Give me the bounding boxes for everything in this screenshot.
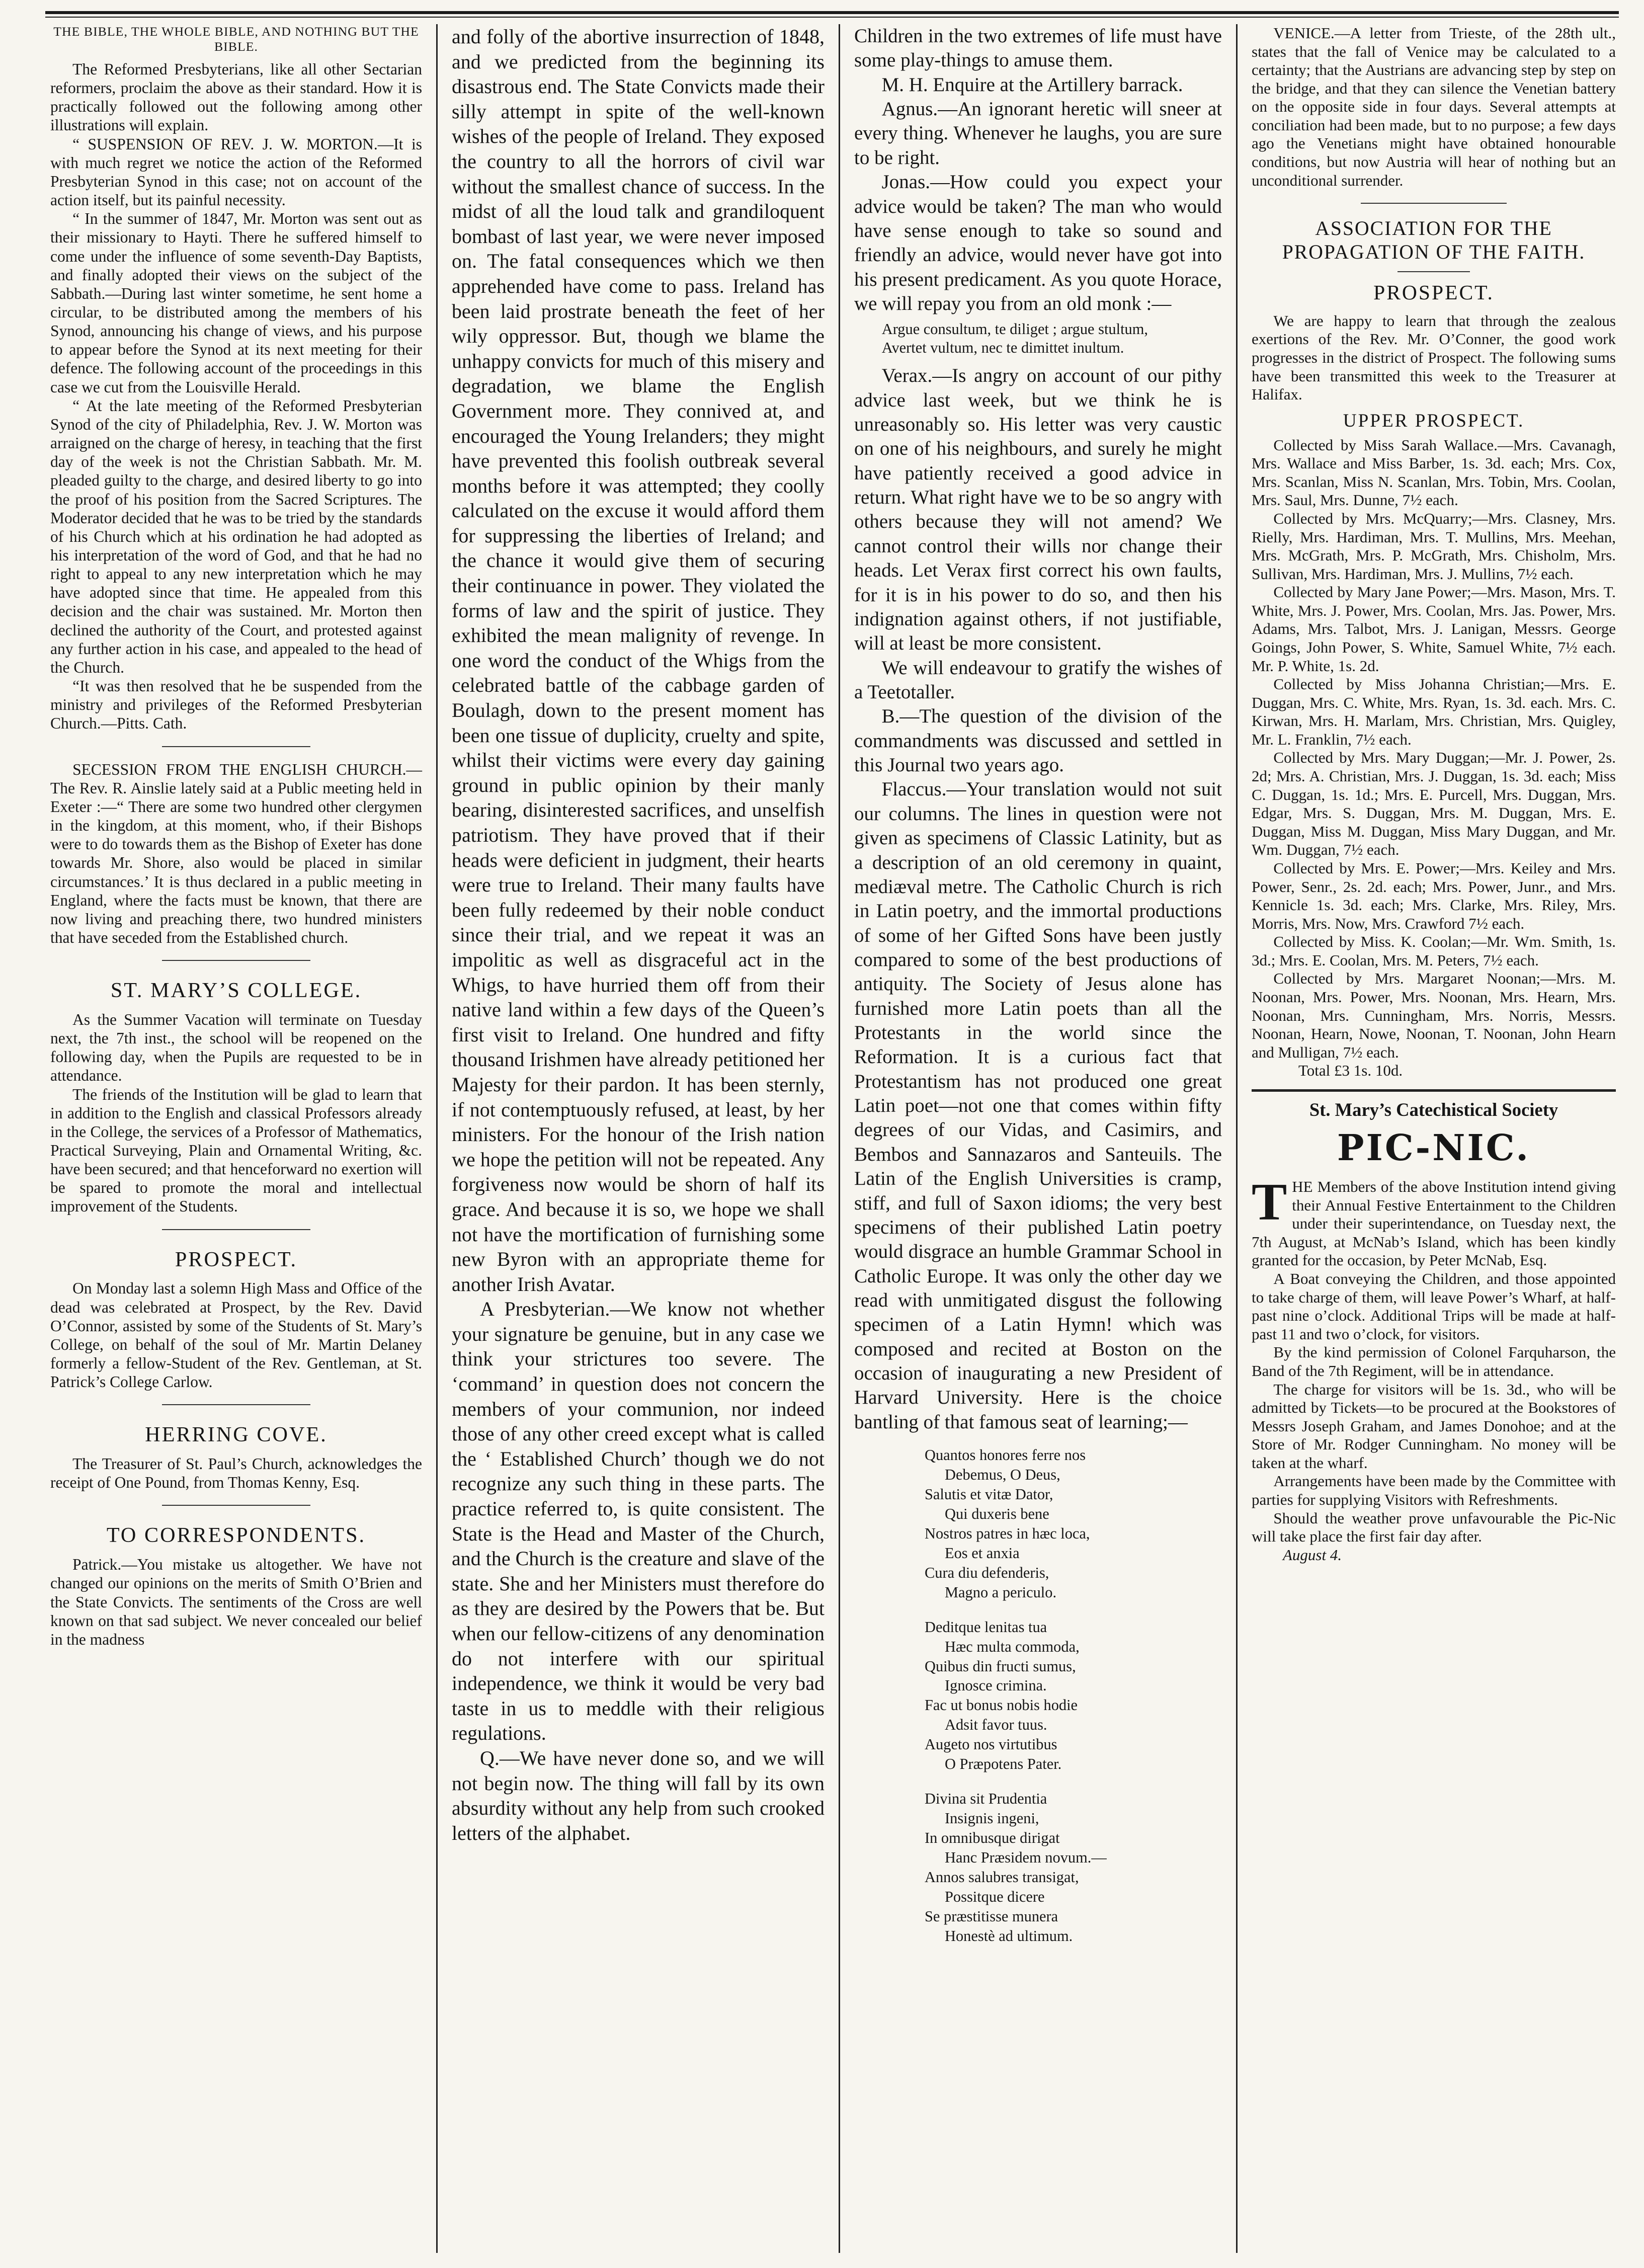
hymn-stanza — [925, 1445, 1222, 1602]
collection-item: Collected by Mary Jane Power;—Mrs. Mason, Mrs. T. White, Mrs. J. Power, Mrs. Coolan, Mrs. Jas. Power, Mrs. Adams, Mrs. Talbot, Mrs. J. Lanigan, Messrs. George Goings, John Power, S. White, Samuel White, 7½ each. Mr. P. White, 1s. 2d. — [1252, 583, 1616, 675]
columns — [45, 24, 1619, 2253]
paragraph: B.—The question of the division of the commandments was discussed and settled in this Journal two years ago. — [854, 705, 1222, 776]
collection-item: Collected by Mrs. Margaret Noonan;—Mrs. M. Noonan, Mrs. Power, Mrs. Noonan, Mrs. Hearn, Mrs. Noonan, Mrs. Cunningham, Mrs. Norris, Messrs. Noonan, Hearn, Nowe, Noonan, T. Noonan, John Hearn and Mulligan, 7½ each. — [1252, 969, 1616, 1061]
hymn-line: Debemus, O Deus, — [945, 1466, 1060, 1484]
herring-cove-heading: HERRING COVE. — [145, 1423, 327, 1447]
hymn-line: O Præpotens Pater. — [945, 1755, 1062, 1773]
paragraph: As the Summer Vacation will terminate on Tuesday next, the 7th inst., the school will be reopened on the following day, when the Pupils are requested to be in attendance. — [50, 1010, 422, 1085]
paragraph: Agnus.—An ignorant heretic will sneer at every thing. Whenever he laughs, you are sure to be right. — [854, 98, 1222, 169]
ad-paragraph-text: HE Members of the above Institution intend giving their Annual Festive Entertainment to the Children under their superintendance, on Tuesday next, the 7th August, at McNab’s Island, which has been kindly granted for the occasion, by Peter McNab, Esq. — [1252, 1178, 1616, 1269]
hymn-line: Quantos honores ferre nos — [925, 1446, 1086, 1464]
paragraph: M. H. Enquire at the Artillery barrack. — [881, 73, 1183, 96]
collection-item: Collected by Mrs. Mary Duggan;—Mr. J. Power, 2s. 2d; Mrs. A. Christian, Mrs. J. Duggan, 1s. 3d. each; Miss C. Duggan, 1s. 1d.; Mrs. E. Purcell, Mrs. Duggan, Mrs. Edgar, Mrs. S. Duggan, Mrs. M. Duggan, Mrs. E. Duggan, Miss M. Duggan, Miss Mary Duggan, and Mr. Wm. Duggan, 7½ each. — [1252, 749, 1616, 859]
collection-item: Collected by Mrs. McQuarry;—Mrs. Clasney, Mrs. Rielly, Mrs. Hardiman, Mrs. T. Mullins, Mrs. Meehan, Mrs. McGrath, Mrs. P. McGrath, Mrs. Chisholm, Mrs. Sullivan, Mrs. Hardiman, Mrs. J. Mullins, 7½ each. — [1252, 509, 1616, 583]
hymn-line: Possitque dicere — [945, 1888, 1045, 1905]
paragraph: A Presbyterian.—We know not whether your signature be genuine, but in any case we think your strictures too severe. The ‘command’ in question does not concern the members of your communion, nor indeed those of any other creed except what is called the ‘ Established Church’ though we do not recognize any such thing in these parts. The practice referred to, is quite consistent. The State is the Head and Master of the Church, and the Church is the creature and slave of the state. She and her Ministers must therefore do as they are desired by the Powers that be. But when our fellow-citizens of any denomination do not interfere with our spiritual independence, we think it would be very bad taste in us to meddle with their religious regulations. — [452, 1298, 825, 1745]
hymn-line: Salutis et vitæ Dator, — [925, 1486, 1053, 1503]
ad-paragraph: A Boat conveying the Children, and those appointed to take charge of them, will leave Power’s Wharf, at half-past nine o’clock. Additional Trips will be made at half-past 11 and two o’clock, for visitors. — [1252, 1270, 1616, 1343]
hymn-stanza — [925, 1617, 1222, 1774]
prospect-heading: PROSPECT. — [1373, 280, 1494, 304]
hymn-line: Insignis ingeni, — [945, 1810, 1039, 1827]
paragraph: Children in the two extremes of life must have some play-things to amuse them. — [854, 25, 1222, 71]
hymn-line: Qui duxeris bene — [945, 1505, 1049, 1522]
hymn-line: Hanc Præsidem novum.— — [945, 1848, 1107, 1866]
divider — [162, 1229, 311, 1230]
herring-cove-article: The Treasurer of St. Paul’s Church, acknowledges the receipt of One Pound, from Thomas Kenny, Esq. — [50, 1455, 422, 1492]
hymn-line: Quibus din fructi sumus, — [925, 1657, 1076, 1675]
divider — [162, 746, 311, 747]
collection-item: Collected by Miss Sarah Wallace.—Mrs. Cavanagh, Mrs. Wallace and Miss Barber, 1s. 3d. each; Mrs. Cox, Mrs. Scanlan, Miss N. Scanlan, Mrs. Tobin, Mrs. Coolan, Mrs. Saul, Mrs. Dunne, 7½ each. — [1252, 436, 1616, 509]
hymn-line: Eos et anxia — [945, 1544, 1020, 1562]
paragraph: Flaccus.—Your translation would not suit our columns. The lines in question were not given as specimens of Classic Latinity, but as a description of an old ceremony in quaint, mediæval metre. The Catholic Church is rich in Latin poetry, and the immortal productions of some of her Gifted Sons have been justly compared to some of the best productions of antiquity. The Society of Jesus alone has furnished more Latin poets than all the Protestants in the world since the Reformation. It is a curious fact that Protestantism has not produced one great Latin poet—not one that comes within fifty degrees of our Vidas, and Casimirs, and Bembos and Sannazaros and Santeuils. The Latin of the English Universities is cramp, stiff, and full of Saxon idioms; the very best specimens of their published Latin poetry would disgrace an humble Grammar School in Catholic Europe. It was only the other day we read with unmitigated disgust the following specimen of a Latin Hymn! which was composed and recited at Boston on the occasion of inaugurating a new President of Harvard University. Here is the choice bantling of that famous seat of learning;— — [854, 778, 1222, 1433]
paragraph: Jonas.—How could you expect your advice would be taken? The man who would have sense enough to take so sound and friendly an advice, would never have got into his present predicament. As you quote Horace, we will repay you from an old monk :— — [854, 171, 1222, 314]
column-2 — [438, 24, 840, 2253]
hymn-line: Fac ut bonus nobis hodie — [925, 1696, 1078, 1714]
secession-article: SECESSION FROM THE ENGLISH CHURCH.—The Rev. R. Ainslie lately said at a Public meeting held in Exeter :—“ There are some two hundred other clergymen in the kingdom, at this moment, who, if their Bishops were to do towards them as the Bishop of Exeter has done towards Mr. Shore, also would be placed in similar circumstances.’ It is thus declared in a public meeting in England, where the facts must be known, that there are now living and preaching there, two hundred ministers that have seceded from the Established church. — [50, 760, 422, 946]
prospect-intro: We are happy to learn that through the zealous exertions of the Rev. Mr. O’Conner, the good work progresses in the district of Prospect. The following sums have been transmitted this week to the Treasurer at Halifax. — [1252, 311, 1616, 403]
venice-article: VENICE.—A letter from Trieste, of the 28th ult., states that the fall of Venice may be calculated to a certainty; that the Austrians are advancing step by step on the bridge, and that they can silence the Venetian battery on the opposite side in four days. Several attempts at conciliation had been made, but to no purpose; a few days ago the Venetians might have obtained honourable conditions, but now Austria will hear of nothing but an unconditional surrender. — [1252, 24, 1616, 189]
divider — [1398, 271, 1470, 272]
column-3 — [840, 24, 1238, 2253]
association-heading: ASSOCIATION FOR THE PROPAGATION OF THE FAITH. — [1282, 217, 1586, 264]
ad-paragraph — [1252, 1172, 1616, 1270]
ad-paragraph: Should the weather prove unfavourable the Pic-Nic will take place the first fair day after. — [1252, 1509, 1616, 1546]
ad-paragraph: The charge for visitors will be 1s. 3d., who will be admitted by Tickets—to be procured at the Bookstores of Messrs Joseph Graham, and James Donohoe; and at the Store of Mr. Rodger Cunningham. No money will be taken at the wharf. — [1252, 1380, 1616, 1472]
paragraph: We will endeavour to gratify the wishes of a Teetotaller. — [854, 657, 1222, 703]
latin-hymn — [854, 1445, 1222, 1946]
quote-line: Avertet vultum, nec te dimittet inultum. — [881, 339, 1124, 356]
paragraph: “It was then resolved that he be suspended from the ministry and privileges of the Reformed Presbyterian Church.—Pitts. Cath. — [50, 677, 422, 733]
column-1 — [45, 24, 438, 2253]
collections-list — [1252, 436, 1616, 1062]
ad-paragraph: By the kind permission of Colonel Farquharson, the Band of the 7th Regiment, will be in attendance. — [1252, 1343, 1616, 1380]
hymn-line: Divina sit Prudentia — [925, 1790, 1047, 1808]
divider — [162, 1505, 311, 1506]
collection-item: Collected by Miss Johanna Christian;—Mrs. E. Duggan, Mrs. C. White, Mrs. Ryan, 1s. 3d. each. Mrs. C. Kirwan, Mrs. H. Marlam, Mrs. Christian, Mrs. Quigley, Mr. L. Franklin, 7½ each. — [1252, 675, 1616, 748]
divider — [162, 1404, 311, 1405]
top-rule — [45, 11, 1619, 18]
hymn-line: Augeto nos virtutibus — [925, 1736, 1057, 1753]
paragraph: “ SUSPENSION OF REV. J. W. MORTON.—It is with much regret we notice the action of the Reformed Presbyterian Synod in this case; not on account of the action itself, but its painful necessity. — [50, 135, 422, 209]
hymn-line: Honestè ad ultimum. — [945, 1927, 1073, 1945]
latin-quote — [882, 320, 1222, 357]
hymn-line: Nostros patres in hæc loca, — [925, 1524, 1090, 1542]
paragraph: Verax.—Is angry on account of our pithy advice last week, but we think he is unreasonably so. His letter was very caustic on one of his neighbours, and surely he might have patiently received a good advice in return. What right have we to be so angry with others because they will not amend? We cannot control their wills nor change their heads. Let Verax first correct his own faults, for it is in his power to do so, and then his indignation against others, if not justifiable, will at least be more consistent. — [854, 365, 1222, 655]
paragraph: The friends of the Institution will be glad to learn that in addition to the English and classical Professors already in the College, the services of a Professor of Mathematics, Practical Surveying, Plain and Ornamental Writing, &c. have been secured; and that henceforward no exertion will be spared to promote the moral and intellectual improvement of the Students. — [50, 1085, 422, 1216]
collection-item: Collected by Miss. K. Coolan;—Mr. Wm. Smith, 1s. 3d.; Mrs. E. Coolan, Mrs. M. Peters, 7½ each. — [1252, 933, 1616, 969]
ad-paragraph: Arrangements have been made by the Committee with parties for supplying Visitors with Refreshments. — [1252, 1472, 1616, 1508]
paragraph: Q.—We have never done so, and we will not begin now. The thing will fall by its own absurdity without any help from such crooked letters of the alphabet. — [452, 1746, 825, 1844]
column-4 — [1238, 24, 1619, 2253]
divider — [1361, 203, 1507, 204]
paragraph: “ At the late meeting of the Reformed Presbyterian Synod of the city of Philadelphia, Rev. J. W. Morton was arraigned on the charge of heresy, in teaching that the first day of the week is not the Christian Sabbath. Mr. M. pleaded guilty to the charge, and desired liberty to go into the proof of his position from the Sacred Scriptures. The Moderator decided that he was to be tried by the standards of his Church which at his ordination he had adopted as his interpretation of the word of God, and that he had no right to appeal to any new interpretation which he may have adopted since that time. He appealed from this decision and the chair was sustained. Mr. Morton then declined the authority of the Court, and protested against any further action in his case, and appealed to the head of the Church. — [50, 396, 422, 676]
paragraph: “ In the summer of 1847, Mr. Morton was sent out as their missionary to Hayti. There he suffered himself to come under the influence of some seventh-Day Baptists, and finally adopted their views on the subject of the Sabbath.—During last winter sometime, he sent home a circular, to be distributed among the members of his Synod, announcing his change of views, and his purpose to appear before the Synod at its next meeting for their defence. The following account of the proceedings in this case we cut from the Louisville Herald. — [50, 210, 422, 396]
hymn-line: Cura diu defenderis, — [925, 1564, 1049, 1581]
ad-date: August 4. — [1283, 1546, 1342, 1564]
hymn-line: In omnibusque dirigat — [925, 1829, 1060, 1846]
ad-society-title: St. Mary’s Catechistical Society — [1309, 1099, 1558, 1120]
quote-line: Argue consultum, te diliget ; argue stultum, — [881, 320, 1148, 338]
ad-picnic-title: PIC-NIC. — [1337, 1126, 1531, 1169]
hymn-line: Hæc multa commoda, — [945, 1638, 1080, 1655]
hymn-line: Deditque lenitas tua — [925, 1618, 1047, 1636]
hymn-line: Annos salubres transigat, — [925, 1868, 1079, 1886]
collections-total: Total £3 1s. 10d. — [1298, 1062, 1403, 1080]
bible-heading: THE BIBLE, THE WHOLE BIBLE, AND NOTHING BUT THE BIBLE. — [53, 24, 419, 54]
collection-item: Collected by Mrs. E. Power;—Mrs. Keiley and Mrs. Power, Senr., 2s. 2d. each; Mrs. Power, Junr., and Mrs. Kennicle 1s. 3d. each; Mrs. Clarke, Mrs. Riley, Mrs. Morris, Mrs. Now, Mrs. Crawford 7½ each. — [1252, 859, 1616, 932]
prospect-article: On Monday last a solemn High Mass and Office of the dead was celebrated at Prospect, by the Rev. David O’Connor, assisted by some of the Students of St. Mary’s College, on behalf of the soul of Mr. Martin Delaney formerly a fellow-Student of the Rev. Gentleman, at St. Patrick’s College Carlow. — [50, 1279, 422, 1391]
divider — [162, 960, 311, 961]
upper-prospect-heading: UPPER PROSPECT. — [1343, 410, 1525, 431]
paragraph: The Reformed Presbyterians, like all other Sectarian reformers, proclaim the above as their standard. How it is practically followed out the following among other illustrations will explain. — [50, 60, 422, 134]
hymn-line: Magno a periculo. — [945, 1583, 1057, 1601]
patrick-reply: Patrick.—You mistake us altogether. We have not changed our opinions on the merits of Smith O’Brien and the State Convicts. The sentiments of the Cross are well known on that sad subject. We never concealed our belief in the madness — [50, 1556, 422, 1648]
picnic-advertisement — [1252, 1089, 1616, 1564]
paragraph: and folly of the abortive insurrection of 1848, and we predicted from the beginning its disastrous end. The State Convicts made their silly attempt in spite of the well-known wishes of the people of Ireland. They exposed the country to all the horrors of civil war without the smallest chance of success. In the midst of all the loud talk and grandiloquent bombast of last year, we were never imposed on. The fatal consequences which we then apprehended have come to pass. Ireland has been laid prostrate beneath the feet of her wily oppressor. But, though we blame the unhappy convicts for much of this misery and degradation, we blame the English Government more. They connived at, and encouraged the Young Irelanders; they might have prevented this foolish outbreak several months before it was attempted; they coolly calculated on the excuse it would afford them for suppressing the liberties of Ireland; and the chance it would give them of securing their continuance in power. They violated the forms of law and the spirit of justice. They exhibited the mean malignity of revenge. In one word the conduct of the Whigs from the celebrated battle of the cabbage garden of Boulagh, down to the present moment has been one tissue of duplicity, cruelty and spite, whilst their victims were every day gaining ground in public opinion by their manly bearing, disinterested sacrifices, and unselfish patriotism. They have proved that if their heads were deficient in judgment, their hearts were true to Ireland. Their many faults have been fully redeemed by their noble conduct since their trial, and we repeat it was an impolitic as well as disgraceful act in the Whigs, to have hurried them off from their native land within a few days of the Queen’s first visit to Ireland. One hundred and fifty thousand Irishmen have already petitioned her Majesty for their pardon. It has been sternly, if not contemptuously refused, at least, by her ministers. For the honour of the Irish nation we hope the petition will not be repeated. Any forgiveness now would be shorn of half its grace. And because it is so, we hope we shall not have the mortification of furnishing some new Byron with an appropriate theme for another Irish Avatar. — [452, 25, 825, 1295]
hymn-line: Se præstitisse munera — [925, 1907, 1058, 1925]
correspondents-heading: TO CORRESPONDENTS. — [106, 1523, 366, 1548]
prospect-heading: PROSPECT. — [175, 1247, 298, 1271]
hymn-stanza — [925, 1789, 1222, 1946]
hymn-line: Ignosce crimina. — [945, 1677, 1047, 1694]
hymn-line: Adsit favor tuus. — [945, 1716, 1047, 1734]
drop-cap: T — [1252, 1172, 1287, 1232]
bible-article — [50, 60, 422, 733]
college-heading: ST. MARY’S COLLEGE. — [110, 979, 362, 1003]
